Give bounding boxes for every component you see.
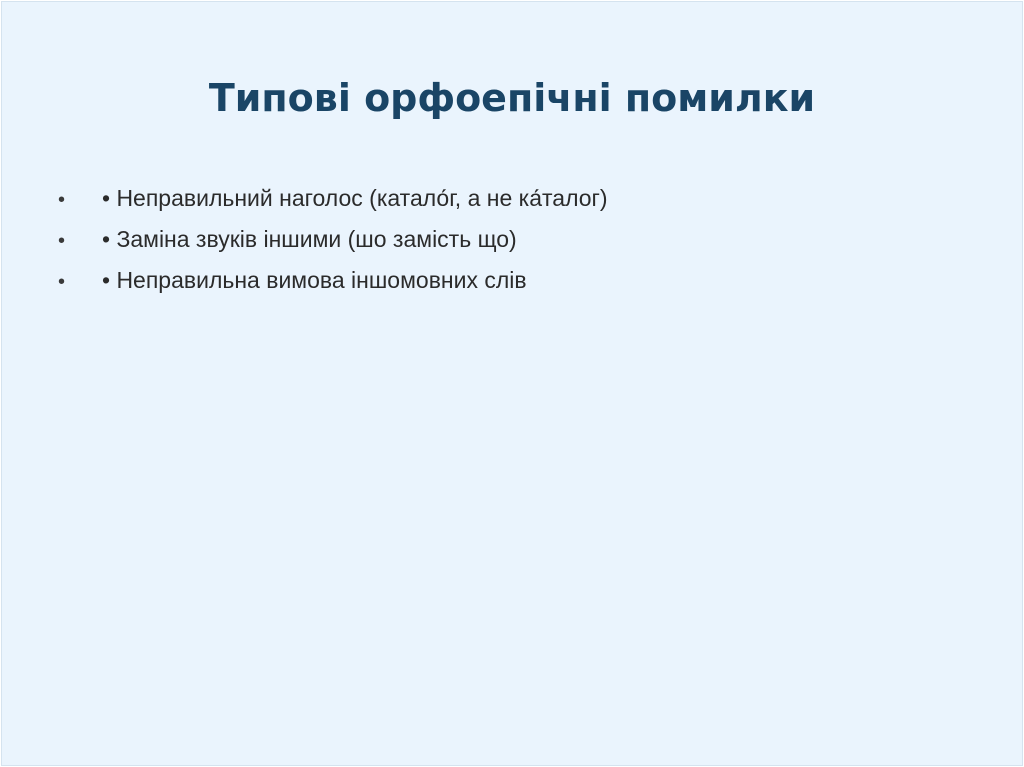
bullet-marker: • — [58, 230, 66, 252]
bullet-marker: • — [58, 189, 66, 211]
list-item-text: • Неправильна вимова іншомовних слів — [102, 267, 527, 293]
list-item-text: • Заміна звуків іншими (шо замість що) — [102, 226, 517, 252]
bullet-marker: • — [58, 271, 66, 293]
bullet-list — [58, 185, 608, 308]
slide — [1, 1, 1023, 766]
list-item — [58, 226, 608, 267]
list-item — [58, 267, 608, 308]
list-item-text: • Неправильний наголос (катало́г, а не ка́талог) — [102, 185, 608, 211]
list-item — [58, 185, 608, 226]
slide-title: Типові орфоепічні помилки — [208, 76, 816, 120]
